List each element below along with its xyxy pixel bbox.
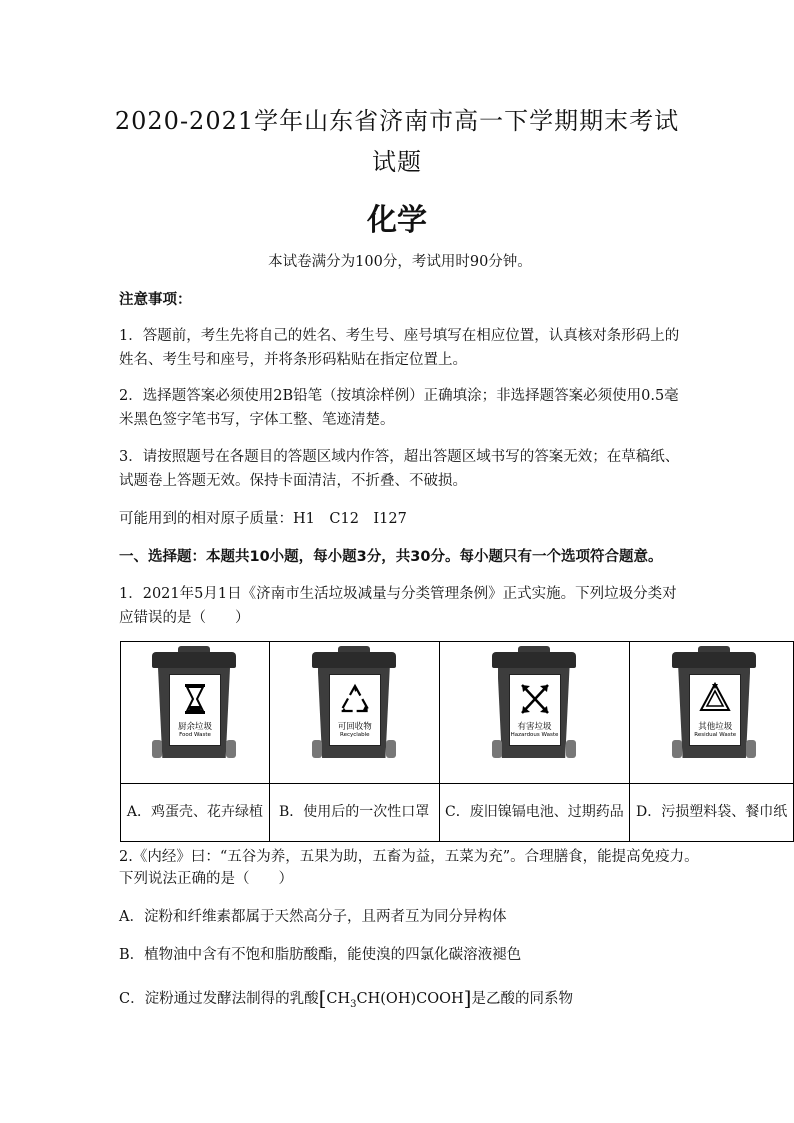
page-title-line2: 试题: [372, 148, 422, 176]
formula-subscript: 3: [350, 998, 357, 1010]
bin-label-en: Recyclable: [340, 732, 370, 738]
notice-heading: 注意事项：: [119, 292, 192, 308]
option-c-prefix: C．淀粉通过发酵法制得的乳酸: [119, 991, 319, 1007]
bin-cell-d: [630, 642, 794, 784]
question-2-option-b: B．植物油中含有不饱和脂肪酸酯，能使溴的四氯化碳溶液褪色: [119, 947, 522, 963]
section-heading: 一、选择题：本题共10小题，每小题3分，共30分。每小题只有一个选项符合题意。: [119, 549, 663, 565]
notice-1: 1．答题前，考生先将自己的姓名、考生号、座号填写在相应位置，认真核对条形码上的姓名、考生号和座号，并将条形码粘贴在指定位置上。: [119, 328, 680, 368]
bracket-right: ]: [463, 986, 472, 1010]
option-a: A．鸡蛋壳、花卉绿植: [121, 784, 270, 842]
bin-label-cn: 其他垃圾: [698, 722, 733, 732]
option-c-suffix: 是乙酸的同系物: [471, 991, 573, 1007]
notice-3: 3．请按照题号在各题目的答题区域内作答，超出答题区域书写的答案无效；在草稿纸、试题卷上答题无效。保持卡面清洁，不折叠、不破损。: [119, 449, 680, 489]
question-2-line2: 下列说法正确的是（ ）: [119, 871, 293, 887]
recycle-icon: [330, 681, 380, 717]
option-b: B．使用后的一次性口罩: [269, 784, 439, 842]
question-1: 1．2021年5月1日《济南市生活垃圾减量与分类管理条例》正式实施。下列垃圾分类对应错误的是（ ）: [119, 586, 677, 626]
page-title-line1: 2020-2021学年山东省济南市高一下学期期末考试: [114, 107, 680, 135]
bin-label-en: Residual Waste: [694, 732, 737, 738]
question-2-option-c: [119, 986, 719, 1017]
question-2-option-a: A．淀粉和纤维素都属于天然高分子，且两者互为同分异构体: [119, 909, 507, 925]
bracket-left: [: [318, 986, 327, 1010]
bin-cell-a: [121, 642, 270, 784]
subject-title: 化学: [367, 203, 427, 238]
waste-bins-table: [120, 641, 794, 842]
atomic-mass: 可能用到的相对原子质量：H1 C12 I127: [119, 511, 407, 527]
exam-info: 本试卷满分为100分，考试用时90分钟。: [268, 254, 532, 270]
formula-part-b: CH(OH)COOH: [356, 991, 464, 1007]
bin-label-cn: 厨余垃圾: [177, 722, 212, 732]
bin-cell-c: [439, 642, 630, 784]
notice-2: 2．选择题答案必须使用2B铅笔（按填涂样例）正确填涂；非选择题答案必须使用0.5毫米黑色签字笔书写，字体工整、笔迹清楚。: [119, 388, 679, 428]
option-c: C．废旧镍镉电池、过期药品: [439, 784, 630, 842]
formula-part-a: CH: [326, 991, 351, 1007]
bin-cell-b: [269, 642, 439, 784]
hazardous-icon: [510, 681, 560, 717]
bin-label-en: Food Waste: [179, 732, 211, 738]
bin-label-en: Hazardous Waste: [510, 732, 559, 738]
residual-icon: [690, 681, 740, 717]
question-2-line1: 2.《内经》曰：“五谷为养，五果为助，五畜为益，五菜为充”。合理膳食，能提高免疫力。: [119, 849, 699, 865]
option-d: D．污损塑料袋、餐巾纸: [630, 784, 794, 842]
bin-label-cn: 可回收物: [337, 722, 372, 732]
food-waste-icon: [170, 681, 220, 717]
bin-label-cn: 有害垃圾: [517, 722, 552, 732]
